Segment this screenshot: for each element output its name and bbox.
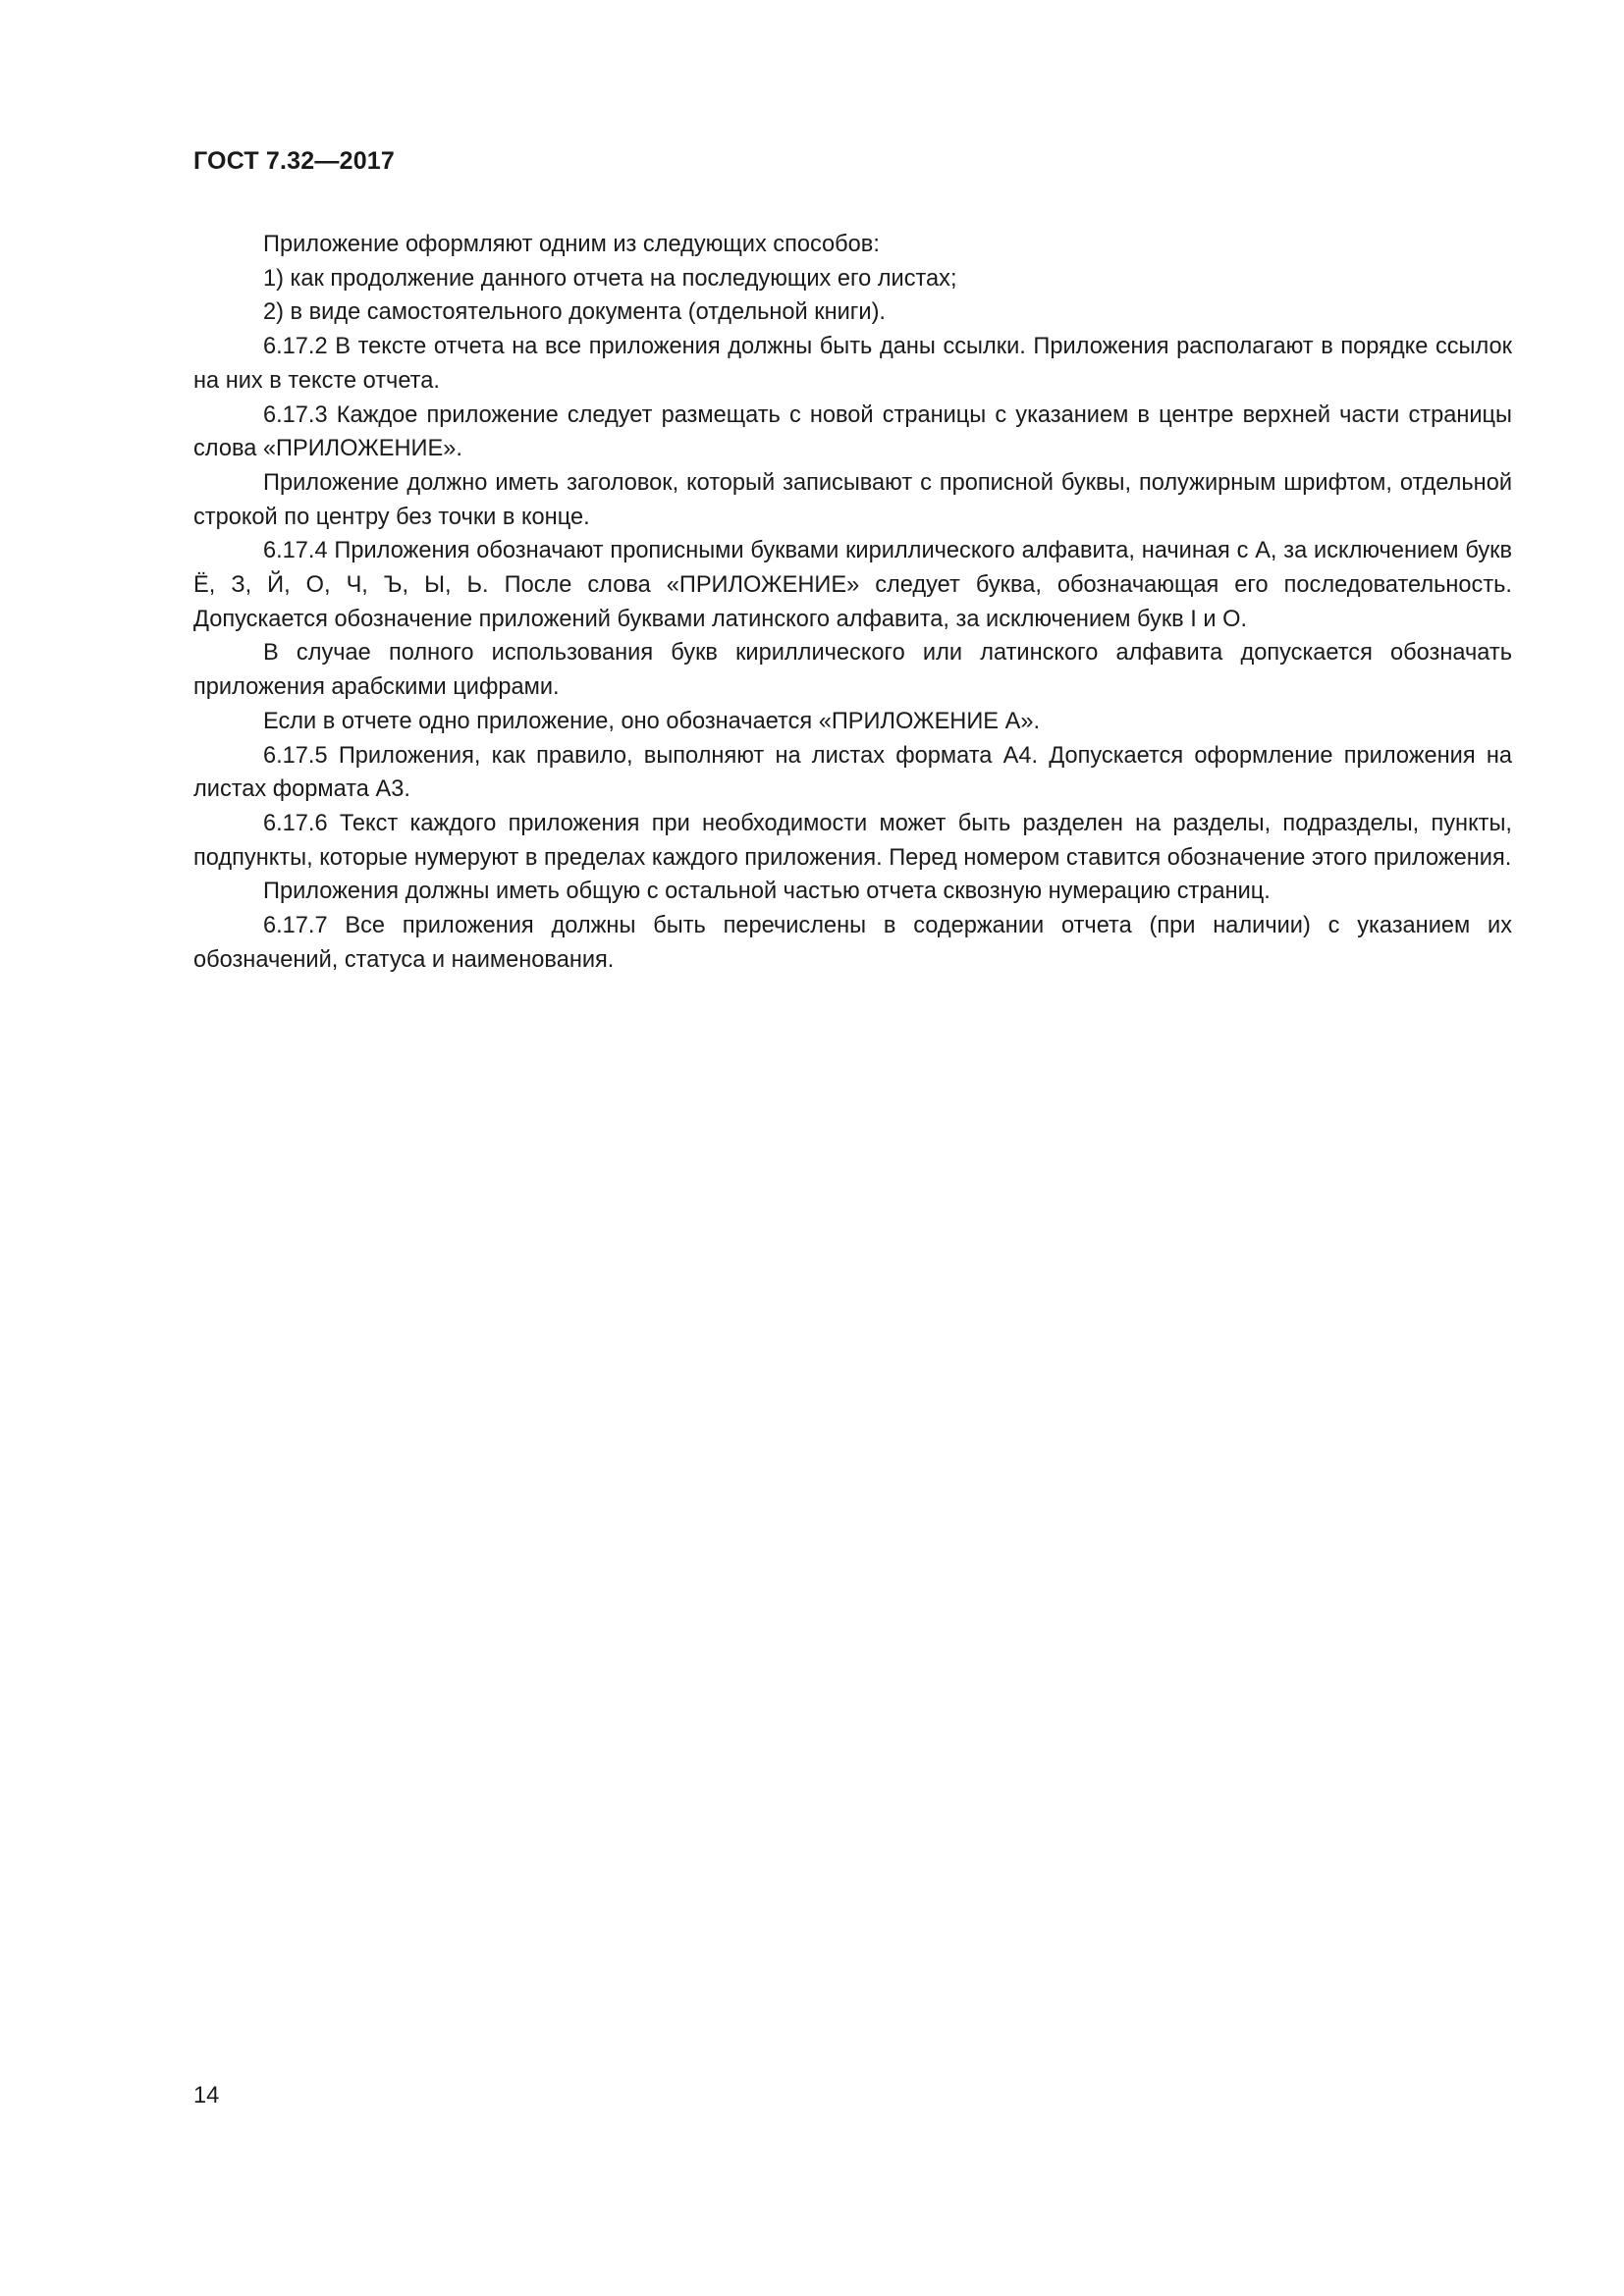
paragraph: Если в отчете одно приложение, оно обозначается «ПРИЛОЖЕНИЕ А». — [263, 708, 1041, 734]
paragraph: 2) в виде самостоятельного документа (отдельной книги). — [263, 299, 886, 326]
paragraph: 6.17.6 Текст каждого приложения при необходимости может быть разделен на разделы, подразделы, пункты, подпункты, которые нумеруют в пределах каждого приложения. Перед номером ставится обозначение этого приложения. — [193, 810, 1512, 871]
paragraph: 6.17.4 Приложения обозначают прописными буквами кириллического алфавита, начиная с А, за исключением букв Ё, З, Й, О, Ч, Ъ, Ы, Ь. После слова «ПРИЛОЖЕНИЕ» следует буква, обозначающая его последовательность. Допускается обозначение приложений буквами латинского алфавита, за исключением букв I и O. — [193, 538, 1512, 632]
paragraph: Приложение должно иметь заголовок, который записывают с прописной буквы, полужирным шрифтом, отдельной строкой по центру без точки в конце. — [193, 469, 1512, 530]
paragraph: Приложение оформляют одним из следующих способов: — [263, 232, 880, 257]
paragraph: 6.17.5 Приложения, как правило, выполняют на листах формата А4. Допускается оформление приложения на листах формата А3. — [193, 742, 1512, 803]
page-number: 14 — [193, 2083, 220, 2109]
paragraph: В случае полного использования букв кириллического или латинского алфавита допускается обозначать приложения арабскими цифрами. — [193, 640, 1512, 701]
paragraph: 6.17.3 Каждое приложение следует размещать с новой страницы с указанием в центре верхней части страницы слова «ПРИЛОЖЕНИЕ». — [193, 401, 1512, 462]
paragraph: 6.17.7 Все приложения должны быть перечислены в содержании отчета (при наличии) с указанием их обозначений, статуса и наименования. — [193, 913, 1512, 973]
paragraph: 1) как продолжение данного отчета на последующих его листах; — [263, 265, 957, 292]
paragraph: Приложения должны иметь общую с остальной частью отчета сквозную нумерацию страниц. — [263, 879, 1271, 905]
document-body — [193, 228, 1512, 977]
paragraph: 6.17.2 В тексте отчета на все приложения должны быть даны ссылки. Приложения располагают в порядке ссылок на них в тексте отчета. — [193, 334, 1512, 394]
document-standard-header: ГОСТ 7.32—2017 — [193, 147, 396, 175]
